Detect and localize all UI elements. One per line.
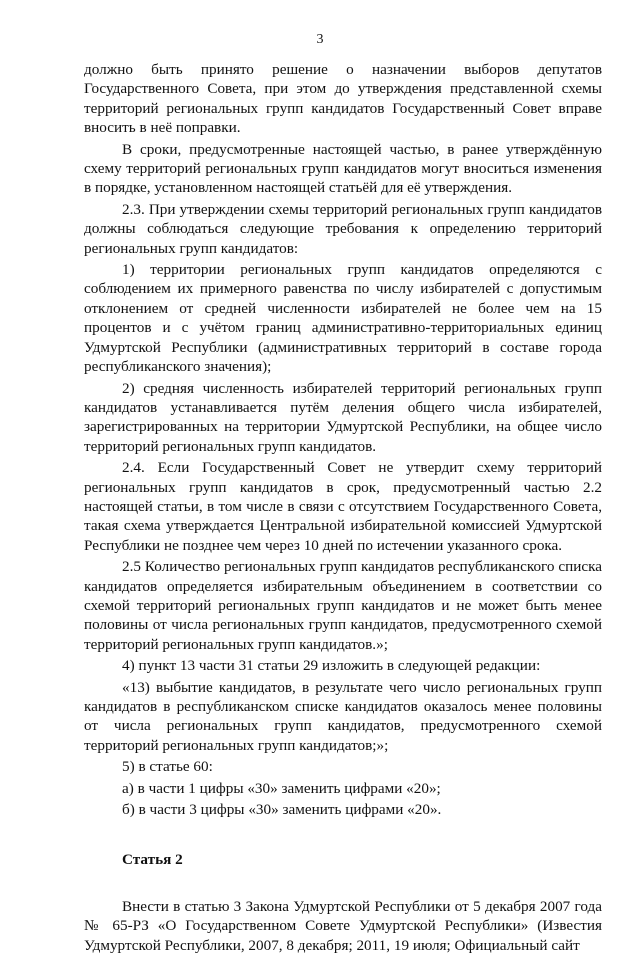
paragraph: б) в части 3 цифры «30» заменить цифрами «20». [122,801,442,819]
document-body [84,60,602,955]
bottom-paragraphs [84,897,602,955]
paragraph: должно быть принято решение о назначении выборов депутатов Государственного Совета, при этом до утверждения представленной схемы территорий региональных групп кандидатов Государственный Совет вправе вносить в неё поправки. [84,61,602,137]
paragraph: Внести в статью 3 Закона Удмуртской Республики от 5 декабря 2007 года № 65-РЗ «О Государственном Совете Удмуртской Республики» (Известия Удмуртской Республики, 2007, 8 декабря; 2011, 19 июля; Официальный сайт [84,897,602,954]
paragraph: 1) территории региональных групп кандидатов определяются с соблюдением их примерного равенства по числу избирателей с допустимым отклонением от средней численности избирателей не более чем на 15 процентов и с учётом границ административно-территориальных единиц Удмуртской Республики (административных территорий в составе города республиканского значения); [84,261,602,376]
paragraph: а) в части 1 цифры «30» заменить цифрами «20»; [122,779,441,797]
paragraph: 2.4. Если Государственный Совет не утвердит схему территорий региональных групп кандидатов в срок, предусмотренный частью 2.2 настоящей статьи, в том числе в связи с отсутствием Государственного Совета, такая схема утверждается Центральной избирательной комиссией Удмуртской Республики не позднее чем через 10 дней по истечении указанного срока. [84,459,602,554]
paragraph: В сроки, предусмотренные настоящей частью, в ранее утверждённую схему территорий региональных групп кандидатов могут вноситься изменения в порядке, установленном настоящей статьёй для её утверждения. [84,140,602,197]
paragraph: 5) в статье 60: [122,758,213,776]
page-number: 3 [316,32,324,47]
top-paragraphs [84,60,602,819]
paragraph: 4) пункт 13 части 31 статьи 29 изложить в следующей редакции: [122,657,541,675]
paragraph: 2.3. При утверждении схемы территорий региональных групп кандидатов должны соблюдаться следующие требования к определению территорий региональных групп кандидатов: [84,200,602,257]
paragraph: 2.5 Количество региональных групп кандидатов республиканского списка кандидатов определяется избирательным объединением в соответствии со схемой территорий региональных групп кандидатов и не может быть менее половины от числа региональных групп кандидатов, предусмотренного схемой территорий региональных групп кандидатов.»; [84,558,602,653]
article-heading: Статья 2 [122,851,183,869]
paragraph: 2) средняя численность избирателей территорий региональных групп кандидатов устанавливается путём деления общего числа избирателей, зарегистрированных на территории Удмуртской Республики, на общее число территорий региональных групп кандидатов. [84,379,602,455]
paragraph: «13) выбытие кандидатов, в результате чего число региональных групп кандидатов в республиканском списке кандидатов оказалось менее половины от числа региональных групп кандидатов, предусмотренного схемой территорий региональных групп кандидатов;»; [84,678,602,754]
